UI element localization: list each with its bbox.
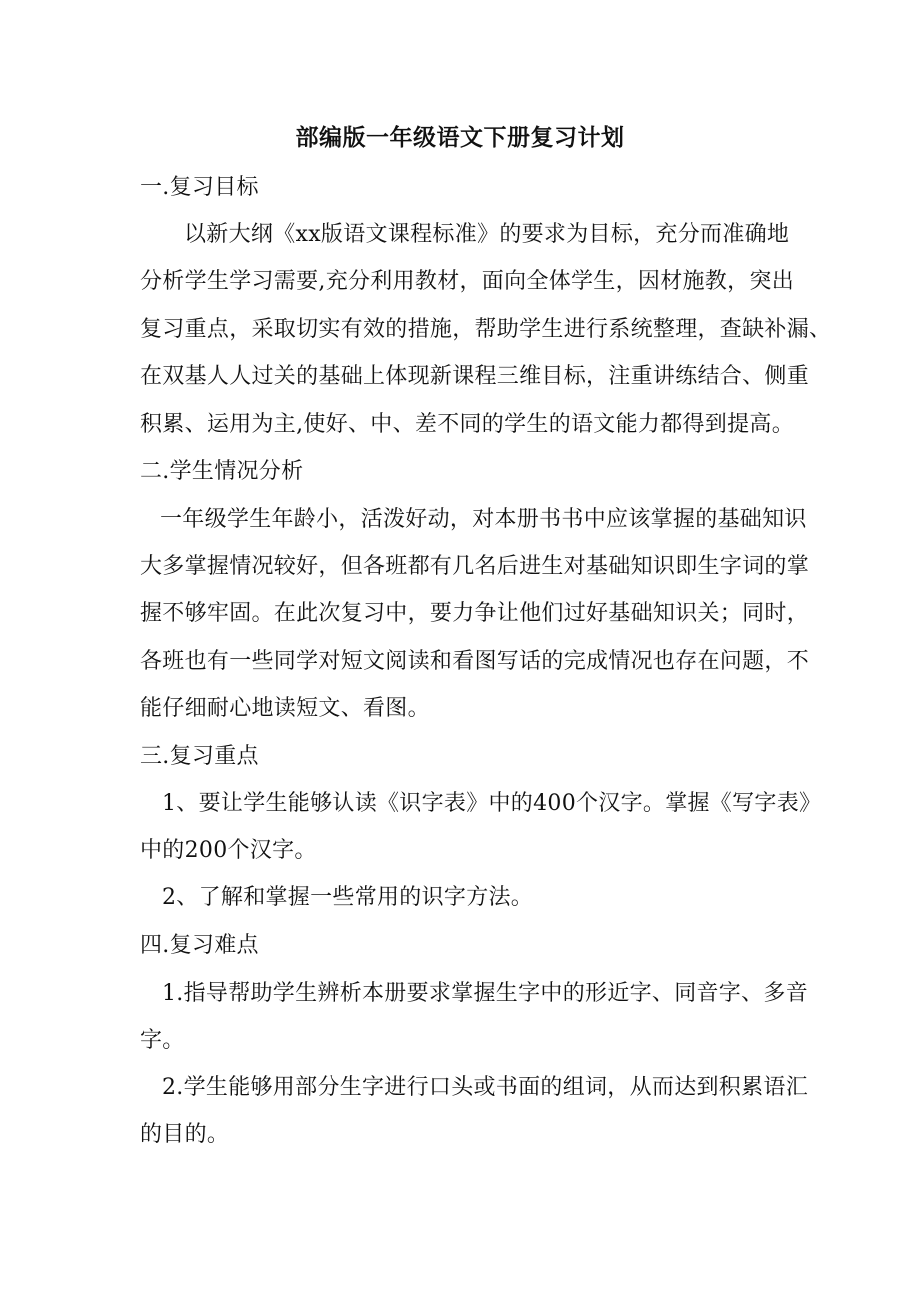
- section-heading-difficulties: 四.复习难点: [140, 933, 259, 958]
- section-heading-goals: 一.复习目标: [140, 175, 259, 200]
- section-heading-key-points: 三.复习重点: [140, 744, 259, 769]
- document-title: 部编版一年级语文下册复习计划: [295, 124, 625, 151]
- paragraph-line: 在双基人人过关的基础上体现新课程三维目标，注重讲练结合、侧重: [140, 364, 810, 389]
- paragraph-line: 积累、运用为主,使好、中、差不同的学生的语文能力都得到提高。: [140, 412, 794, 437]
- paragraph-line: 以新大纲《xx版语文课程标准》的要求为目标，充分而准确地: [184, 222, 790, 247]
- paragraph-line: 握不够牢固。在此次复习中，要力争让他们过好基础知识关；同时，: [140, 601, 810, 626]
- paragraph-line: 能仔细耐心地读短文、看图。: [140, 696, 430, 721]
- paragraph-line: 中的200个汉字。: [140, 838, 317, 863]
- section-heading-student-analysis: 二.学生情况分析: [140, 459, 304, 484]
- paragraph-line: 一年级学生年龄小，活泼好动，对本册书书中应该掌握的基础知识: [160, 507, 807, 532]
- paragraph-line: 各班也有一些同学对短文阅读和看图写话的完成情况也存在问题，不: [140, 649, 810, 674]
- paragraph-line: 1、要让学生能够认读《识字表》中的400个汉字。掌握《写字表》: [162, 791, 822, 816]
- paragraph-line: 分析学生学习需要,充分利用教材，面向全体学生，因材施教，突出: [140, 269, 794, 294]
- paragraph-line: 2.学生能够用部分生字进行口头或书面的组词，从而达到积累语汇: [162, 1075, 808, 1100]
- paragraph-line: 1.指导帮助学生辨析本册要求掌握生字中的形近字、同音字、多音: [162, 981, 808, 1006]
- paragraph-line: 的目的。: [140, 1122, 230, 1147]
- paragraph-line: 2、了解和掌握一些常用的识字方法。: [162, 885, 534, 910]
- paragraph-line: 复习重点，采取切实有效的措施，帮助学生进行系统整理，查缺补漏、: [140, 317, 832, 342]
- paragraph-line: 字。: [140, 1028, 185, 1053]
- paragraph-line: 大多掌握情况较好，但各班都有几名后进生对基础知识即生字词的掌: [140, 554, 810, 579]
